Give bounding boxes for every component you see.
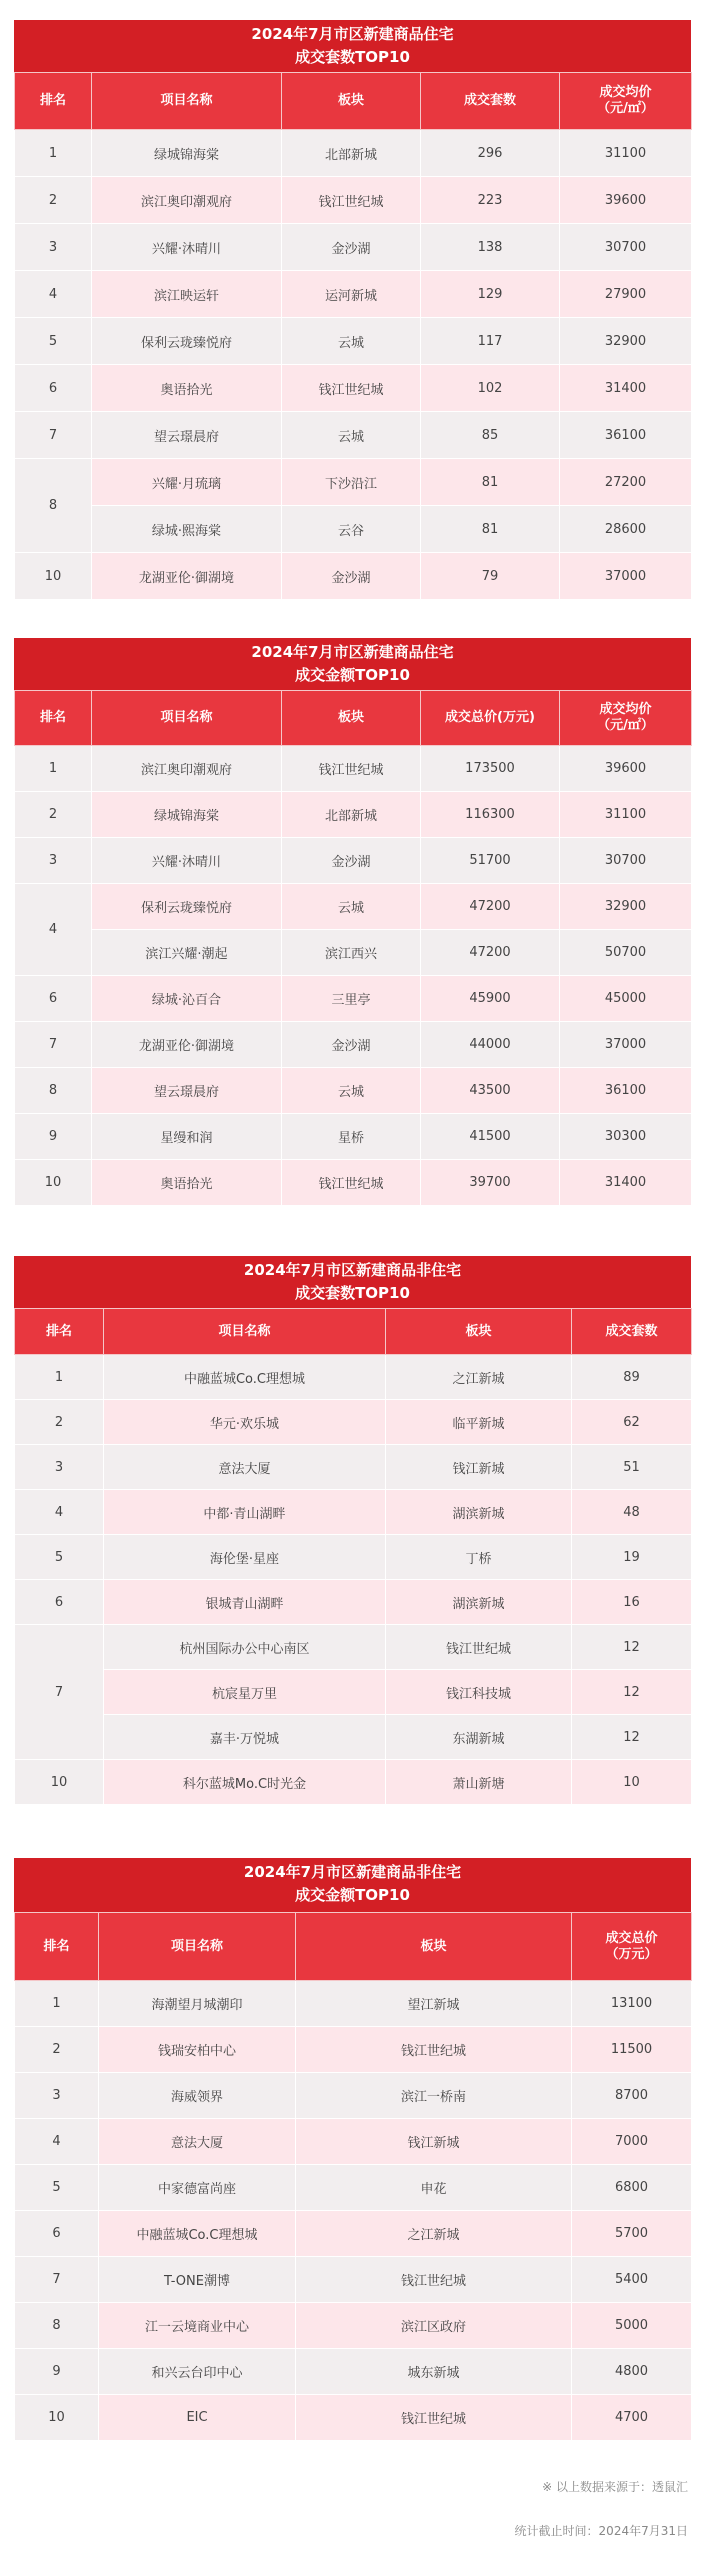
rank-cell: 3: [15, 1445, 104, 1490]
project-cell: 科尔蓝城Mo.C时光金: [104, 1760, 386, 1805]
total-cell: 51700: [421, 838, 560, 884]
table-row: [15, 1715, 692, 1760]
price-cell: 50700: [560, 930, 692, 976]
rank-cell: 2: [15, 792, 92, 838]
table-row: [15, 271, 692, 318]
price-cell: 37000: [560, 553, 692, 600]
rank-cell: 6: [15, 976, 92, 1022]
total-cell: 11500: [572, 2027, 692, 2073]
total-cell: 47200: [421, 884, 560, 930]
price-cell: 39600: [560, 746, 692, 792]
header-avg-price: 成交均价 （元/㎡）: [560, 73, 692, 130]
table-row: [15, 2073, 692, 2119]
rank-cell: 2: [15, 2027, 99, 2073]
district-cell: 滨江西兴: [282, 930, 421, 976]
district-cell: 三里亭: [282, 976, 421, 1022]
total-cell: 7000: [572, 2119, 692, 2165]
title-line-2: 成交金额TOP10: [295, 666, 410, 684]
header-district: 板块: [282, 73, 421, 130]
rank-cell: 8: [15, 2303, 99, 2349]
district-cell: 钱江新城: [296, 2119, 572, 2165]
project-cell: 钱瑞安柏中心: [99, 2027, 296, 2073]
header-total: 成交总价(万元): [421, 691, 560, 746]
project-cell: 望云璟晨府: [92, 412, 282, 459]
total-cell: 6800: [572, 2165, 692, 2211]
table-row: [15, 553, 692, 600]
units-cell: 296: [421, 130, 560, 177]
table-row: [15, 1670, 692, 1715]
total-cell: 43500: [421, 1068, 560, 1114]
total-cell: 173500: [421, 746, 560, 792]
table-row: [15, 746, 692, 792]
units-cell: 62: [572, 1400, 692, 1445]
district-cell: 金沙湖: [282, 1022, 421, 1068]
header-project: 项目名称: [104, 1309, 386, 1355]
table-row: [15, 2303, 692, 2349]
table-row: [15, 884, 692, 930]
rank-cell: 5: [15, 2165, 99, 2211]
district-cell: 云城: [282, 412, 421, 459]
units-cell: 223: [421, 177, 560, 224]
table-row: [15, 792, 692, 838]
table-row: [15, 2395, 692, 2441]
table-row: [15, 1981, 692, 2027]
project-cell: EIC: [99, 2395, 296, 2441]
rank-cell: 6: [15, 365, 92, 412]
district-cell: 星桥: [282, 1114, 421, 1160]
header-district: 板块: [282, 691, 421, 746]
project-cell: 江一云境商业中心: [99, 2303, 296, 2349]
units-cell: 129: [421, 271, 560, 318]
district-cell: 钱江世纪城: [282, 365, 421, 412]
table-title: [14, 1256, 691, 1308]
total-cell: 5700: [572, 2211, 692, 2257]
header-district: 板块: [386, 1309, 572, 1355]
data-table: [14, 690, 692, 1206]
table-row: [15, 1490, 692, 1535]
title-line-2: 成交套数TOP10: [295, 1284, 410, 1302]
rank-cell: 4: [15, 1490, 104, 1535]
rank-cell: 10: [15, 1760, 104, 1805]
total-cell: 116300: [421, 792, 560, 838]
district-cell: 北部新城: [282, 130, 421, 177]
project-cell: 绿城·熙海棠: [92, 506, 282, 553]
data-table: [14, 72, 692, 600]
title-line-1: 2024年7月市区新建商品住宅: [251, 643, 454, 661]
total-cell: 5000: [572, 2303, 692, 2349]
table-row: [15, 838, 692, 884]
table-row: [15, 2257, 692, 2303]
total-cell: 4700: [572, 2395, 692, 2441]
district-cell: 钱江科技城: [386, 1670, 572, 1715]
price-cell: 37000: [560, 1022, 692, 1068]
project-cell: 滨江奥印潮观府: [92, 177, 282, 224]
rank-cell: 5: [15, 318, 92, 365]
project-cell: 中融蓝城Co.C理想城: [99, 2211, 296, 2257]
project-cell: 滨江奥印潮观府: [92, 746, 282, 792]
rank-cell: 8: [15, 459, 92, 553]
total-cell: 13100: [572, 1981, 692, 2027]
price-cell: 27900: [560, 271, 692, 318]
rank-cell: 1: [15, 1981, 99, 2027]
district-cell: 之江新城: [296, 2211, 572, 2257]
district-cell: 之江新城: [386, 1355, 572, 1400]
table-row: [15, 930, 692, 976]
district-cell: 城东新城: [296, 2349, 572, 2395]
project-cell: 绿城锦海棠: [92, 130, 282, 177]
price-cell: 36100: [560, 1068, 692, 1114]
rank-cell: 10: [15, 553, 92, 600]
rank-cell: 9: [15, 1114, 92, 1160]
rank-cell: 6: [15, 2211, 99, 2257]
table-row: [15, 2211, 692, 2257]
rank-cell: 7: [15, 1625, 104, 1760]
project-cell: 中家德富尚座: [99, 2165, 296, 2211]
district-cell: 钱江世纪城: [282, 177, 421, 224]
project-cell: 海潮望月城潮印: [99, 1981, 296, 2027]
table-residential-amount: [14, 638, 691, 1206]
table-nonresidential-units: [14, 1256, 691, 1805]
price-cell: 30700: [560, 224, 692, 271]
rank-cell: 2: [15, 1400, 104, 1445]
rank-cell: 3: [15, 2073, 99, 2119]
project-cell: 华元·欢乐城: [104, 1400, 386, 1445]
district-cell: 钱江世纪城: [296, 2395, 572, 2441]
price-cell: 39600: [560, 177, 692, 224]
header-total: 成交总价 （万元）: [572, 1913, 692, 1981]
district-cell: 金沙湖: [282, 838, 421, 884]
header-rank: 排名: [15, 1309, 104, 1355]
title-line-2: 成交套数TOP10: [295, 48, 410, 66]
total-cell: 41500: [421, 1114, 560, 1160]
price-cell: 31400: [560, 365, 692, 412]
district-cell: 金沙湖: [282, 224, 421, 271]
table-row: [15, 1068, 692, 1114]
table-row: [15, 1400, 692, 1445]
project-cell: 意法大厦: [104, 1445, 386, 1490]
units-cell: 51: [572, 1445, 692, 1490]
project-cell: 滨江兴耀·潮起: [92, 930, 282, 976]
price-cell: 31100: [560, 792, 692, 838]
price-cell: 36100: [560, 412, 692, 459]
rank-cell: 7: [15, 2257, 99, 2303]
title-line-1: 2024年7月市区新建商品非住宅: [243, 1863, 462, 1881]
rank-cell: 10: [15, 1160, 92, 1206]
price-cell: 30300: [560, 1114, 692, 1160]
district-cell: 临平新城: [386, 1400, 572, 1445]
title-line-1: 2024年7月市区新建商品非住宅: [243, 1261, 462, 1279]
table-row: [15, 1580, 692, 1625]
units-cell: 12: [572, 1670, 692, 1715]
project-cell: 滨江映运轩: [92, 271, 282, 318]
district-cell: 北部新城: [282, 792, 421, 838]
project-cell: 杭州国际办公中心南区: [104, 1625, 386, 1670]
units-cell: 19: [572, 1535, 692, 1580]
project-cell: 中融蓝城Co.C理想城: [104, 1355, 386, 1400]
units-cell: 12: [572, 1625, 692, 1670]
project-cell: 和兴云台印中心: [99, 2349, 296, 2395]
table-body: [15, 746, 692, 1206]
project-cell: 海伦堡·星座: [104, 1535, 386, 1580]
project-cell: 保利云珑臻悦府: [92, 884, 282, 930]
title-line-1: 2024年7月市区新建商品住宅: [251, 25, 454, 43]
header-rank: 排名: [15, 691, 92, 746]
project-cell: 龙湖亚伦·御湖境: [92, 553, 282, 600]
price-cell: 32900: [560, 884, 692, 930]
units-cell: 138: [421, 224, 560, 271]
table-body: [15, 1355, 692, 1805]
project-cell: 绿城·沁百合: [92, 976, 282, 1022]
units-cell: 102: [421, 365, 560, 412]
units-cell: 10: [572, 1760, 692, 1805]
units-cell: 79: [421, 553, 560, 600]
rank-cell: 3: [15, 224, 92, 271]
project-cell: 中都·青山湖畔: [104, 1490, 386, 1535]
project-cell: 嘉丰·万悦城: [104, 1715, 386, 1760]
total-cell: 39700: [421, 1160, 560, 1206]
district-cell: 云谷: [282, 506, 421, 553]
header-avg-price: 成交均价 （元/㎡）: [560, 691, 692, 746]
units-cell: 81: [421, 459, 560, 506]
table-row: [15, 506, 692, 553]
header-project: 项目名称: [92, 691, 282, 746]
rank-cell: 7: [15, 412, 92, 459]
project-cell: 兴耀·月琉璃: [92, 459, 282, 506]
district-cell: 湖滨新城: [386, 1490, 572, 1535]
rank-cell: 1: [15, 1355, 104, 1400]
table-title: [14, 638, 691, 690]
table-title: [14, 1858, 691, 1912]
district-cell: 运河新城: [282, 271, 421, 318]
units-cell: 89: [572, 1355, 692, 1400]
table-row: [15, 1625, 692, 1670]
price-cell: 31100: [560, 130, 692, 177]
project-cell: 绿城锦海棠: [92, 792, 282, 838]
units-cell: 81: [421, 506, 560, 553]
table-row: [15, 1355, 692, 1400]
table-row: [15, 1022, 692, 1068]
project-cell: 海威领界: [99, 2073, 296, 2119]
table-title: [14, 20, 691, 72]
total-cell: 8700: [572, 2073, 692, 2119]
total-cell: 4800: [572, 2349, 692, 2395]
header-district: 板块: [296, 1913, 572, 1981]
header-rank: 排名: [15, 1913, 99, 1981]
district-cell: 云城: [282, 1068, 421, 1114]
district-cell: 滨江区政府: [296, 2303, 572, 2349]
units-cell: 16: [572, 1580, 692, 1625]
project-cell: 银城青山湖畔: [104, 1580, 386, 1625]
rank-cell: 10: [15, 2395, 99, 2441]
district-cell: 望江新城: [296, 1981, 572, 2027]
table-row: [15, 365, 692, 412]
district-cell: 滨江一桥南: [296, 2073, 572, 2119]
total-cell: 47200: [421, 930, 560, 976]
table-row: [15, 2165, 692, 2211]
price-cell: 27200: [560, 459, 692, 506]
rank-cell: 2: [15, 177, 92, 224]
table-row: [15, 412, 692, 459]
project-cell: 保利云珑臻悦府: [92, 318, 282, 365]
table-body: [15, 130, 692, 600]
table-row: [15, 177, 692, 224]
rank-cell: 1: [15, 130, 92, 177]
district-cell: 萧山新塘: [386, 1760, 572, 1805]
district-cell: 钱江新城: [386, 1445, 572, 1490]
project-cell: 奥语拾光: [92, 1160, 282, 1206]
rank-cell: 6: [15, 1580, 104, 1625]
units-cell: 48: [572, 1490, 692, 1535]
price-cell: 32900: [560, 318, 692, 365]
price-cell: 31400: [560, 1160, 692, 1206]
rank-cell: 1: [15, 746, 92, 792]
rank-cell: 5: [15, 1535, 104, 1580]
project-cell: 望云璟晨府: [92, 1068, 282, 1114]
price-cell: 30700: [560, 838, 692, 884]
total-cell: 5400: [572, 2257, 692, 2303]
total-cell: 44000: [421, 1022, 560, 1068]
header-project: 项目名称: [99, 1913, 296, 1981]
table-row: [15, 318, 692, 365]
district-cell: 钱江世纪城: [282, 1160, 421, 1206]
district-cell: 钱江世纪城: [296, 2027, 572, 2073]
units-cell: 85: [421, 412, 560, 459]
table-row: [15, 1445, 692, 1490]
district-cell: 湖滨新城: [386, 1580, 572, 1625]
project-cell: 星缦和润: [92, 1114, 282, 1160]
district-cell: 东湖新城: [386, 1715, 572, 1760]
data-source-note: ※ 以上数据来源于：透鼠汇: [542, 2480, 688, 2494]
deadline-note: 统计截止时间：2024年7月31日: [514, 2524, 688, 2538]
rank-cell: 9: [15, 2349, 99, 2395]
district-cell: 钱江世纪城: [386, 1625, 572, 1670]
district-cell: 云城: [282, 318, 421, 365]
district-cell: 下沙沿江: [282, 459, 421, 506]
project-cell: 杭宸星万里: [104, 1670, 386, 1715]
table-row: [15, 1160, 692, 1206]
table-row: [15, 1760, 692, 1805]
rank-cell: 4: [15, 884, 92, 976]
rank-cell: 8: [15, 1068, 92, 1114]
table-row: [15, 459, 692, 506]
header-units: 成交套数: [421, 73, 560, 130]
price-cell: 28600: [560, 506, 692, 553]
project-cell: 兴耀·沐晴川: [92, 224, 282, 271]
district-cell: 金沙湖: [282, 553, 421, 600]
table-row: [15, 1535, 692, 1580]
table-row: [15, 2349, 692, 2395]
data-table: [14, 1308, 692, 1805]
units-cell: 117: [421, 318, 560, 365]
rank-cell: 4: [15, 2119, 99, 2165]
rank-cell: 7: [15, 1022, 92, 1068]
table-row: [15, 1114, 692, 1160]
rank-cell: 3: [15, 838, 92, 884]
table-row: [15, 130, 692, 177]
header-project: 项目名称: [92, 73, 282, 130]
district-cell: 钱江世纪城: [282, 746, 421, 792]
title-line-2: 成交金额TOP10: [295, 1886, 410, 1904]
project-cell: T-ONE潮博: [99, 2257, 296, 2303]
data-table: [14, 1912, 692, 2441]
project-cell: 意法大厦: [99, 2119, 296, 2165]
table-row: [15, 976, 692, 1022]
total-cell: 45900: [421, 976, 560, 1022]
table-nonresidential-amount: [14, 1858, 691, 2441]
rank-cell: 4: [15, 271, 92, 318]
district-cell: 丁桥: [386, 1535, 572, 1580]
district-cell: 钱江世纪城: [296, 2257, 572, 2303]
table-residential-units: [14, 20, 691, 600]
table-row: [15, 224, 692, 271]
project-cell: 兴耀·沐晴川: [92, 838, 282, 884]
units-cell: 12: [572, 1715, 692, 1760]
header-rank: 排名: [15, 73, 92, 130]
table-row: [15, 2119, 692, 2165]
project-cell: 奥语拾光: [92, 365, 282, 412]
price-cell: 45000: [560, 976, 692, 1022]
district-cell: 云城: [282, 884, 421, 930]
table-row: [15, 2027, 692, 2073]
table-body: [15, 1981, 692, 2441]
project-cell: 龙湖亚伦·御湖境: [92, 1022, 282, 1068]
header-units: 成交套数: [572, 1309, 692, 1355]
district-cell: 申花: [296, 2165, 572, 2211]
